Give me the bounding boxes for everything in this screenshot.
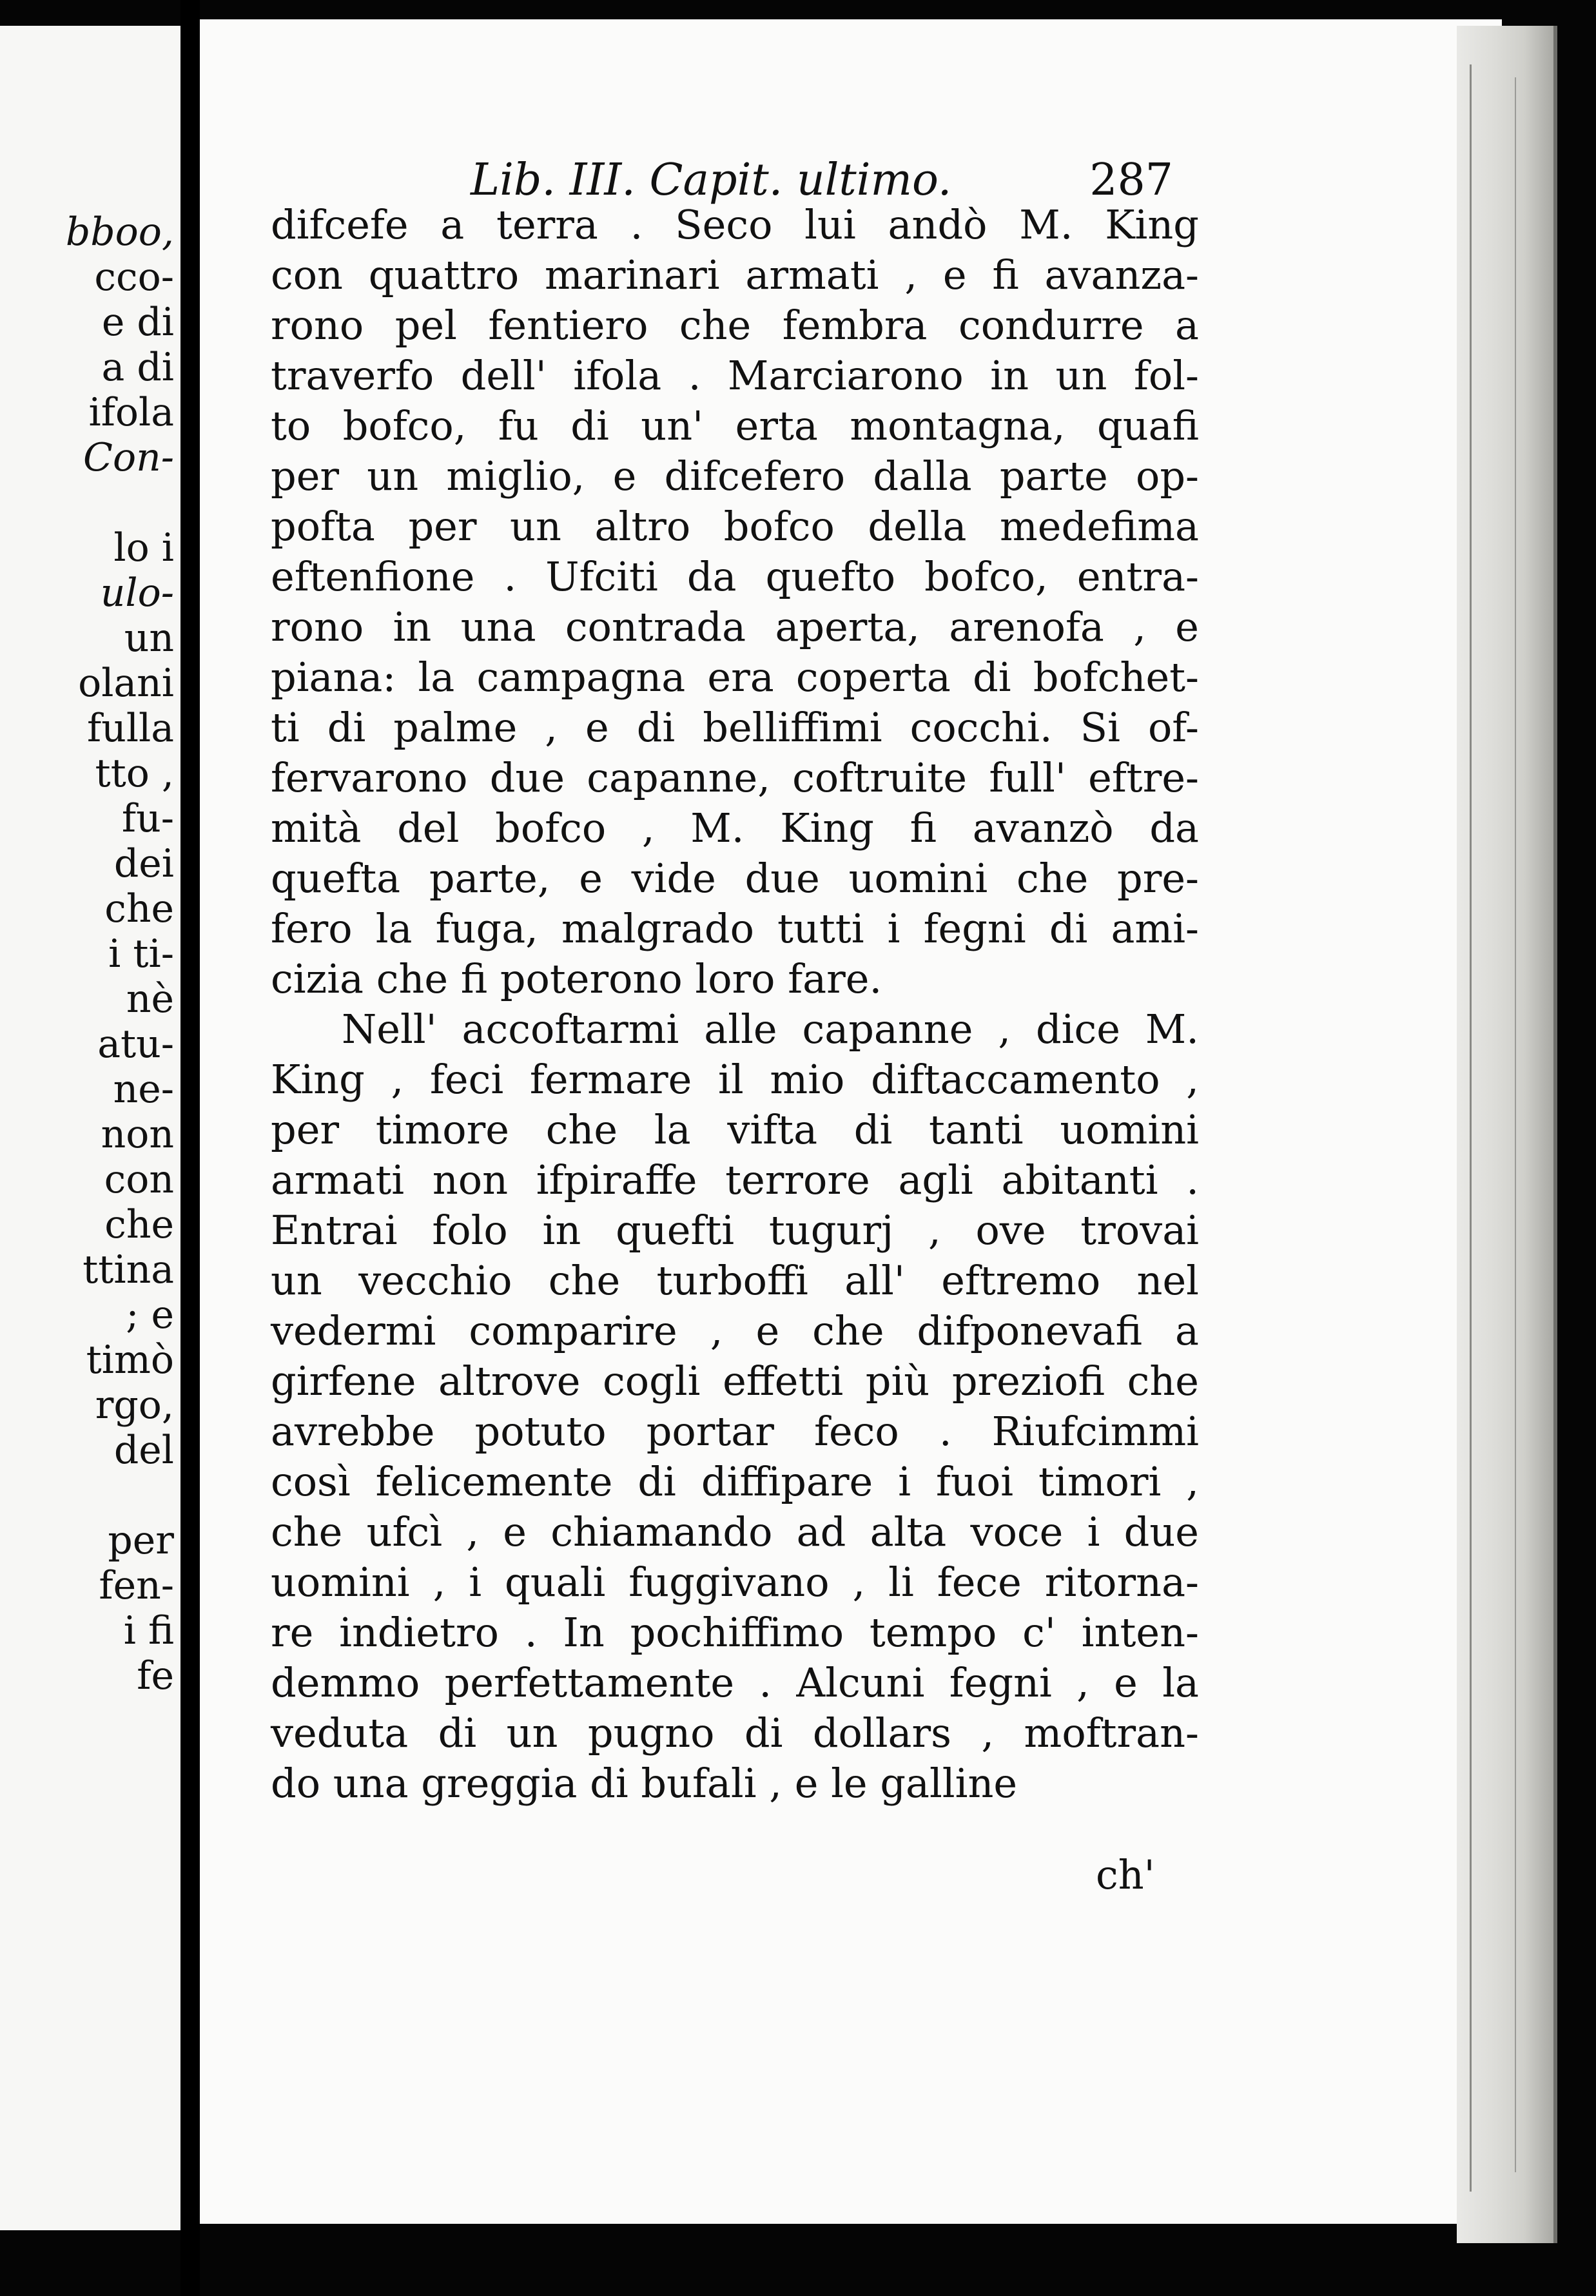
book-gutter (180, 0, 200, 2296)
left-page-fragment-line: non (101, 1112, 174, 1157)
left-page-fragment-line: ifola (88, 390, 174, 435)
left-page-fragment-line: a di (101, 345, 174, 390)
text-line: re indietro . In pochiffimo tempo c' inten- (271, 1609, 1199, 1656)
left-page-fragment (0, 26, 180, 2230)
text-line: do una greggia di bufali , e le galline (271, 1760, 1018, 1807)
text-line: difcefe a terra . Seco lui andò M. King (271, 201, 1199, 248)
left-page-fragment-line: con (104, 1157, 174, 1202)
left-page-fragment-line: rgo, (95, 1383, 174, 1428)
left-page-fragment-line: bboo, (65, 209, 174, 255)
text-line: mità del bofco , M. King fi avanzò da (271, 804, 1199, 851)
page-edges (1457, 26, 1557, 2243)
left-page-fragment-line: per (108, 1518, 174, 1563)
left-page-fragment-line: che (104, 1202, 174, 1247)
text-line: Nell' accoftarmi alle capanne , dice M. (342, 1006, 1199, 1053)
text-line: to bofco, fu di un' erta montagna, quafi (271, 402, 1199, 449)
text-line: per un miglio, e difcefero dalla parte op- (271, 452, 1199, 500)
text-line: che ufcì , e chiamando ad alta voce i due (271, 1508, 1199, 1555)
left-page-fragment-line: un (124, 616, 174, 661)
left-page-fragment-line: ne- (113, 1067, 174, 1112)
text-line: cizia che fi poterono loro fare. (271, 955, 882, 1002)
text-line: eftenfione . Ufciti da quefto bofco, entra- (271, 553, 1199, 600)
text-line: rono in una contrada aperta, arenofa , e (271, 603, 1199, 650)
left-page-fragment-line: cco- (94, 255, 174, 300)
text-line: Entrai folo in quefti tugurj , ove trovai (271, 1207, 1199, 1254)
text-line: traverfo dell' ifola . Marciarono in un fol- (271, 352, 1199, 399)
text-line: con quattro marinari armati , e fi avanza- (271, 251, 1199, 298)
left-page-fragment-line: Con- (83, 435, 174, 480)
text-line: un vecchio che turboffi all' eftremo nel (271, 1257, 1199, 1304)
left-page-fragment-line: fu- (121, 796, 174, 841)
text-line: armati non ifpiraffe terrore agli abitanti . (271, 1156, 1199, 1203)
text-line: quefta parte, e vide due uomini che pre- (271, 855, 1199, 902)
left-page-fragment-line: del (113, 1428, 174, 1473)
left-page-fragment-line: ; e (126, 1292, 174, 1338)
left-page-fragment-line: i ti- (108, 931, 174, 977)
left-page-fragment-line: lo i (113, 525, 174, 570)
left-page-fragment-line: olani (78, 661, 174, 706)
text-line: King , feci fermare il mio diftaccamento , (271, 1056, 1199, 1103)
left-page-fragment-line: i fi (123, 1608, 174, 1653)
left-page-fragment-line: fen- (99, 1563, 174, 1608)
left-page-fragment-line: nè (126, 977, 174, 1022)
text-line: vedermi comparire , e che difponevafi a (271, 1307, 1199, 1354)
left-page-fragment-line: ttina (83, 1247, 174, 1292)
left-page-fragment-line: che (104, 886, 174, 931)
left-page-fragment-line: fulla (87, 706, 174, 751)
text-line: veduta di un pugno di dollars , moftran- (271, 1709, 1199, 1756)
catchword: ch' (1096, 1851, 1155, 1898)
text-line: fervarono due capanne, coftruite full' eftre- (271, 754, 1199, 801)
text-line: girfene altrove cogli effetti più preziofi che (271, 1357, 1199, 1405)
text-line: piana: la campagna era coperta di bofchet- (271, 654, 1199, 701)
running-title: Lib. III. Capit. ultimo. (471, 155, 952, 206)
left-page-fragment-line: tto , (95, 751, 174, 796)
text-line: avrebbe potuto portar feco . Riufcimmi (271, 1408, 1199, 1455)
text-line: rono pel fentiero che fembra condurre a (271, 302, 1199, 349)
left-page-fragment-line: e di (101, 300, 174, 345)
left-page-fragment-line: fe (137, 1653, 174, 1698)
text-line: demmo perfettamente . Alcuni fegni , e la (271, 1659, 1199, 1706)
running-header (471, 155, 1173, 206)
text-line: fero la fuga, malgrado tutti i fegni di ami- (271, 905, 1199, 952)
left-page-fragment-line: timò (86, 1338, 174, 1383)
left-page-fragment-line: ulo- (100, 570, 174, 616)
text-line: così felicemente di diffipare i fuoi timori , (271, 1458, 1199, 1505)
text-line: uomini , i quali fuggivano , li fece ritorna- (271, 1559, 1199, 1606)
text-line: per timore che la vifta di tanti uomini (271, 1106, 1199, 1153)
page-number: 287 (1089, 155, 1173, 206)
left-page-fragment-line: dei (113, 841, 174, 886)
text-line: ti di palme , e di belliffimi cocchi. Si of- (271, 704, 1199, 751)
text-line: pofta per un altro bofco della medefima (271, 503, 1199, 550)
body-text (271, 200, 1199, 1809)
left-page-fragment-line: atu- (97, 1022, 174, 1067)
